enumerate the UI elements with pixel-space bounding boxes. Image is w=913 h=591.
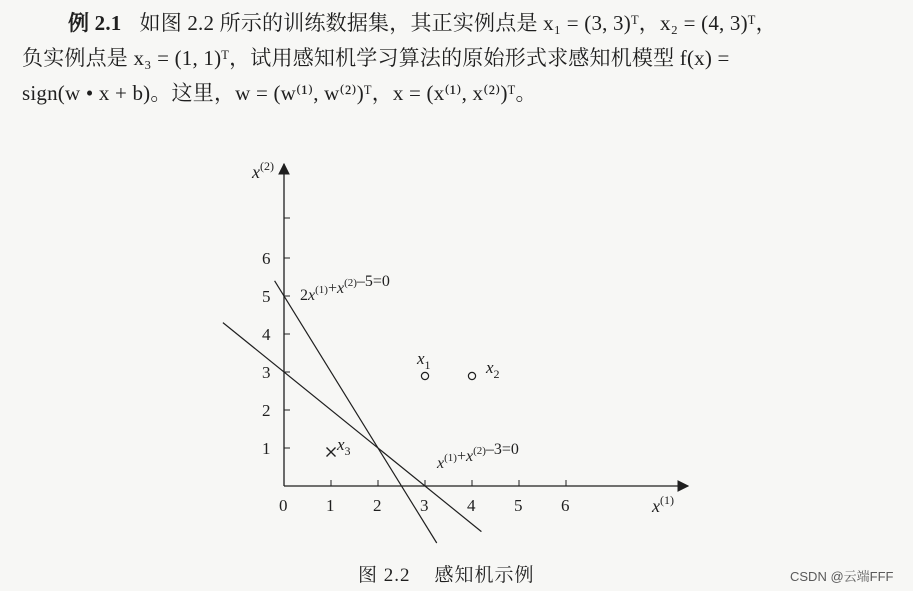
x-tick-label: 2 — [373, 496, 382, 515]
y-axis-label: $x^{(2)}$ — [252, 159, 274, 182]
decision-line — [275, 281, 437, 543]
y-tick-label: 1 — [262, 439, 271, 458]
figure-caption — [358, 560, 535, 587]
paragraph-line-1-text: 如图 2.2 所示的训练数据集，其正实例点是 x₁ = (3, 3)ᵀ，x₂ = (4, 3)ᵀ， — [139, 11, 777, 35]
y-tick-label: 6 — [262, 249, 271, 268]
y-tick-label: 3 — [262, 363, 271, 382]
decision-line — [223, 323, 482, 532]
csdn-watermark: CSDN @云端FFF — [790, 569, 894, 584]
x-tick-label: 6 — [561, 496, 570, 515]
decision-line-label: $2x^{(1)}+x^{(2)}-5=0$ — [300, 273, 390, 304]
decision-line-label: $x^{(1)}+x^{(2)}-3=0$ — [437, 441, 519, 472]
x-tick-label: 4 — [467, 496, 476, 515]
point-label: $x_1$ — [417, 349, 431, 372]
negative-point-marker — [327, 448, 336, 457]
x-tick-label: 3 — [420, 496, 429, 515]
example-label: 例 2.1 — [68, 11, 122, 35]
positive-point-marker — [468, 372, 475, 379]
point-label: $x_2$ — [486, 358, 500, 381]
figure-number: 图 2.2 — [358, 565, 411, 586]
y-tick-label: 2 — [262, 401, 271, 420]
paragraph-line-3: sign(w • x + b)。这里，w = (w⁽¹⁾, w⁽²⁾)ᵀ，x = (x⁽¹⁾, x⁽²⁾)ᵀ。 — [22, 81, 537, 105]
y-tick-label: 5 — [262, 287, 271, 306]
y-tick-label: 4 — [262, 325, 271, 344]
data-points — [327, 349, 500, 458]
paragraph-line-2: 负实例点是 x₃ = (1, 1)ᵀ，试用感知机学习算法的原始形式求感知机模型 f(x) = — [22, 46, 730, 70]
x-tick-label: 0 — [279, 496, 288, 515]
x-axis-label: $x^{(1)}$ — [652, 493, 674, 516]
x-tick-label: 5 — [514, 496, 523, 515]
point-label: $x_3$ — [337, 435, 351, 458]
positive-point-marker — [421, 372, 428, 379]
figure-caption-text: 感知机示例 — [434, 565, 535, 586]
x-tick-label: 1 — [326, 496, 335, 515]
